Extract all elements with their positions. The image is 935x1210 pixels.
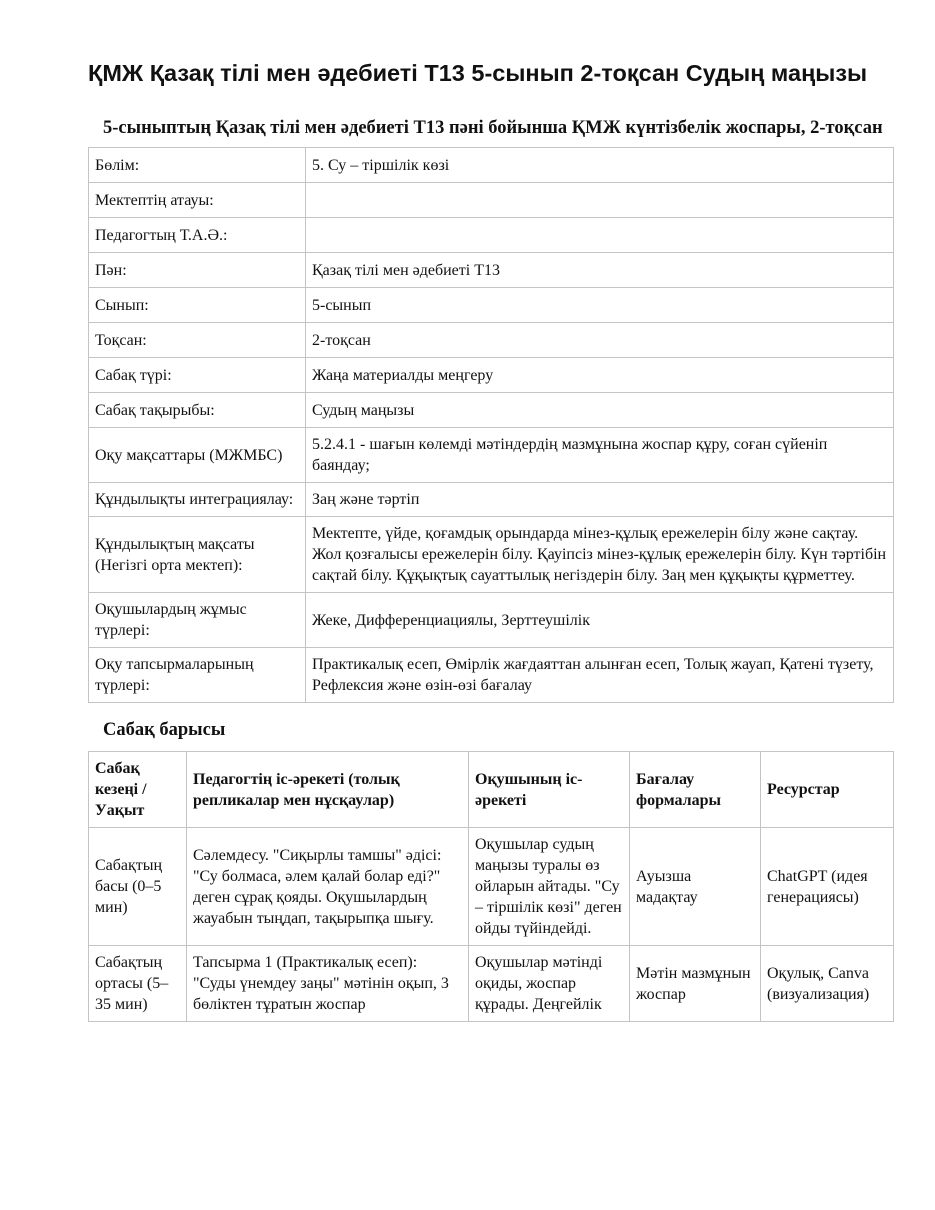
header-teacher-activity: Педагогтің іс-әрекеті (толық репликалар мен нұсқаулар): [187, 752, 469, 828]
info-label: Бөлім:: [89, 148, 306, 183]
info-row-school: [89, 183, 894, 218]
header-stage: Сабақ кезеңі / Уақыт: [89, 752, 187, 828]
info-row-value-integration: [89, 483, 894, 517]
document-page: [88, 58, 893, 1022]
lesson-row: [89, 828, 894, 946]
resources: Оқулық, Canva (визуализация): [761, 946, 894, 1022]
info-row-lesson-type: [89, 358, 894, 393]
info-row-work-types: [89, 593, 894, 648]
lesson-row: [89, 946, 894, 1022]
student-activity: Оқушылар судың маңызы туралы өз ойларын айтады. "Су – тіршілік көзі" деген ойды түйіндейді.: [469, 828, 630, 946]
info-value: Жеке, Дифференциациялы, Зерттеушілік: [306, 593, 894, 648]
info-row-task-types: [89, 648, 894, 703]
lesson-progress-heading: Сабақ барысы: [103, 720, 226, 740]
header-student-activity: Оқушының іс-әрекеті: [469, 752, 630, 828]
teacher-activity: Сәлемдесу. "Сиқырлы тамшы" әдісі: "Су болмаса, әлем қалай болар еді?" деген сұрақ қояды. Оқушылардың жауабын тыңдап, тақырыпқа шығу.: [187, 828, 469, 946]
info-value: Судың маңызы: [306, 393, 894, 428]
info-label: Педагогтың Т.А.Ә.:: [89, 218, 306, 253]
student-activity: Оқушылар мәтінді оқиды, жоспар құрады. Деңгейлік: [469, 946, 630, 1022]
lesson-progress-table: [88, 751, 894, 1022]
document-title: ҚМЖ Қазақ тілі мен әдебиеті Т13 5-сынып 2-тоқсан Судың маңызы: [88, 60, 868, 86]
lesson-stage: Сабақтың басы (0–5 мин): [89, 828, 187, 946]
header-resources: Ресурстар: [761, 752, 894, 828]
info-value: 5. Су – тіршілік көзі: [306, 148, 894, 183]
lesson-info-table: [88, 147, 894, 703]
info-label: Тоқсан:: [89, 323, 306, 358]
info-value: Қазақ тілі мен әдебиеті Т13: [306, 253, 894, 288]
info-row-value-goal: [89, 517, 894, 593]
info-value: [306, 183, 894, 218]
info-row-section: [89, 148, 894, 183]
info-row-quarter: [89, 323, 894, 358]
resources: ChatGPT (идея генерациясы): [761, 828, 894, 946]
info-label: Сабақ түрі:: [89, 358, 306, 393]
info-label: Құндылықтың мақсаты (Негізгі орта мектеп):: [89, 517, 306, 593]
info-row-subject: [89, 253, 894, 288]
info-value: [306, 218, 894, 253]
header-assessment: Бағалау формалары: [630, 752, 761, 828]
info-label: Құндылықты интеграциялау:: [89, 483, 306, 517]
info-label: Оқушылардың жұмыс түрлері:: [89, 593, 306, 648]
info-row-learning-objectives: [89, 428, 894, 483]
info-label: Мектептің атауы:: [89, 183, 306, 218]
info-row-lesson-topic: [89, 393, 894, 428]
assessment-form: Мәтін мазмұнын жоспар: [630, 946, 761, 1022]
info-value: Практикалық есеп, Өмірлік жағдаяттан алынған есеп, Толық жауап, Қатені түзету, Рефлексия және өзін-өзі бағалау: [306, 648, 894, 703]
info-label: Оқу мақсаттары (МЖМБС): [89, 428, 306, 483]
info-label: Оқу тапсырмаларының түрлері:: [89, 648, 306, 703]
lesson-header-row: [89, 752, 894, 828]
lesson-stage: Сабақтың ортасы (5–35 мин): [89, 946, 187, 1022]
info-value: 5.2.4.1 - шағын көлемді мәтіндердің мазмұнына жоспар құру, соған сүйеніп баяндау;: [306, 428, 894, 483]
info-value: 2-тоқсан: [306, 323, 894, 358]
info-label: Пән:: [89, 253, 306, 288]
info-value: Заң және тәртіп: [306, 483, 894, 517]
info-value: 5-сынып: [306, 288, 894, 323]
info-label: Сабақ тақырыбы:: [89, 393, 306, 428]
info-label: Сынып:: [89, 288, 306, 323]
plan-subtitle: 5-сыныптың Қазақ тілі мен әдебиеті Т13 пәні бойынша ҚМЖ күнтізбелік жоспары, 2-тоқсан: [103, 118, 883, 138]
info-row-teacher: [89, 218, 894, 253]
info-value: Мектепте, үйде, қоғамдық орындарда мінез-құлық ережелерін білу және сақтау. Жол қозғалысы ережелерін білу. Қауіпсіз мінез-құлық ережелерін білу. Күн тәртібін сақтай білу. Құқықтық сауаттылық негіздерін білу. Заң мен құқықты құрметтеу.: [306, 517, 894, 593]
info-row-grade: [89, 288, 894, 323]
teacher-activity: Тапсырма 1 (Практикалық есеп): "Суды үнемдеу заңы" мәтінін оқып, 3 бөліктен тұратын жоспар: [187, 946, 469, 1022]
assessment-form: Ауызша мадақтау: [630, 828, 761, 946]
info-value: Жаңа материалды меңгеру: [306, 358, 894, 393]
